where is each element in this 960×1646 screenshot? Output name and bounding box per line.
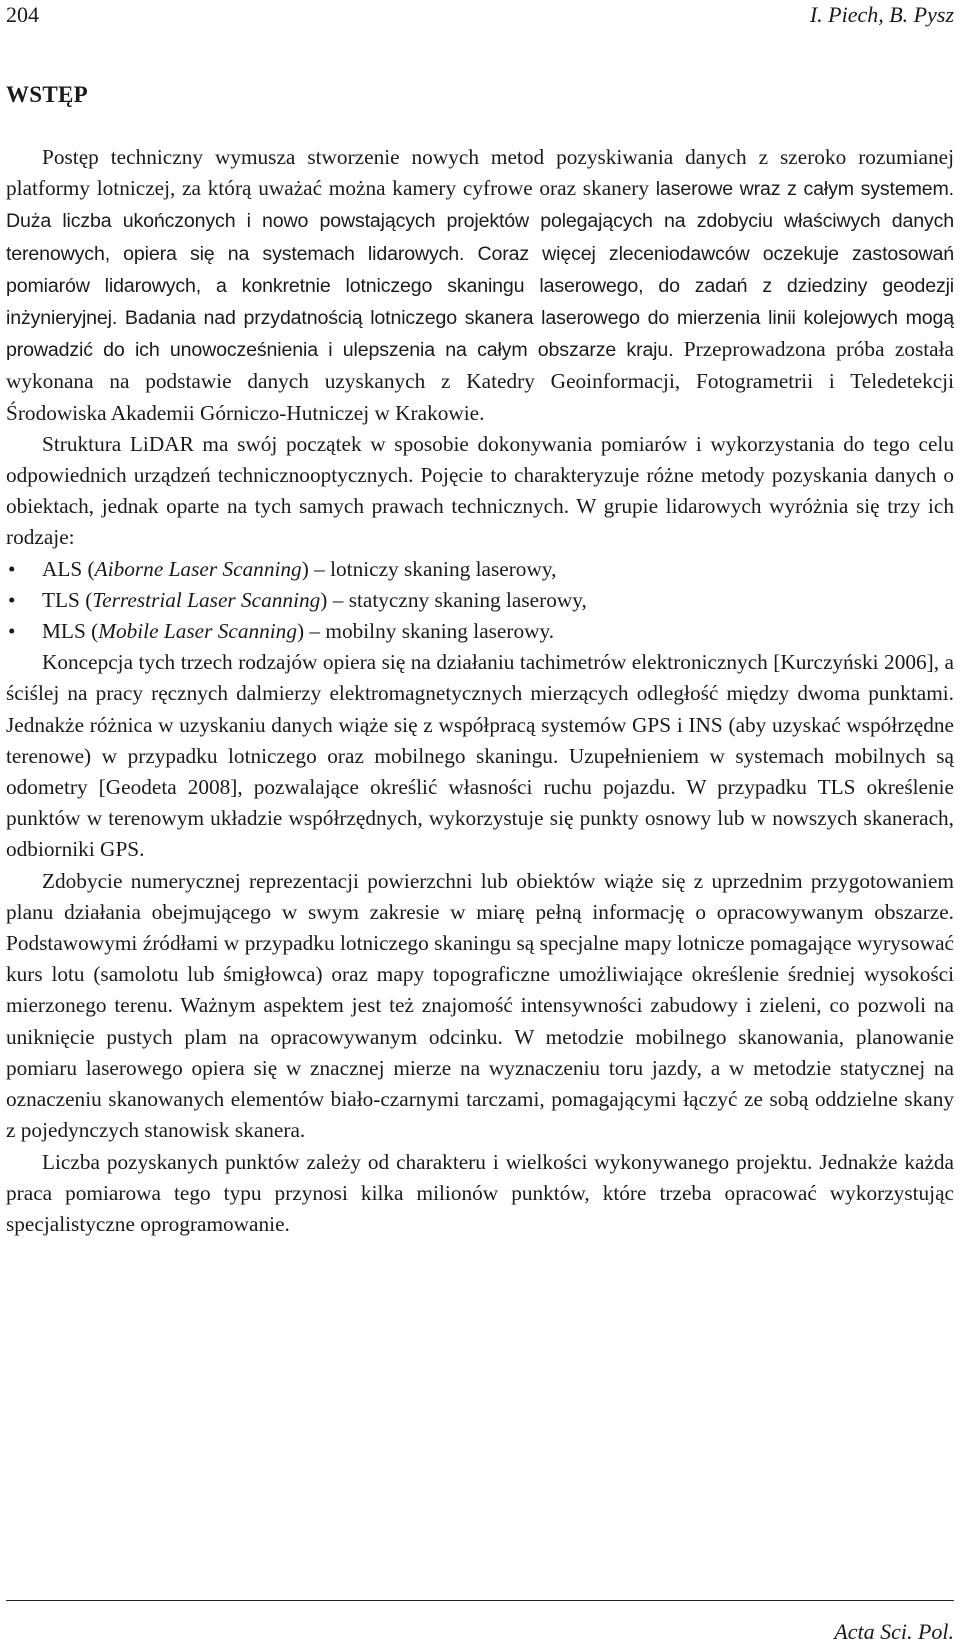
paragraph-intro — [6, 142, 954, 429]
paren-open: ( — [82, 556, 95, 581]
journal-page — [6, 0, 954, 1646]
list-item-als — [6, 554, 954, 585]
paren-close: ) — [301, 556, 315, 581]
paren-close: ) — [320, 587, 333, 612]
lidar-full-name: Aiborne Laser Scanning — [94, 556, 302, 581]
lidar-abbr: ALS — [42, 556, 83, 581]
paren-open: ( — [79, 587, 93, 612]
lidar-abbr: TLS — [42, 587, 80, 612]
paren-open: ( — [85, 619, 99, 644]
lidar-description: – mobilny skaning laserowy. — [309, 619, 555, 644]
bullet-glyph: • — [8, 556, 16, 581]
paragraph-concept: Koncepcja tych trzech rodzajów opiera się na działaniu tachimetrów elektronicznych [Kurczyński 2006], a ściślej na pracy ręcznych dalmierzy elektromagnetycznych mierzących odległość między dwoma punktami. Jednakże różnica w uzyskaniu danych wiąże się z współpracą systemów GPS i INS (aby uzyskać współrzędne terenowe) w przypadku lotniczego oraz mobilnego skaningu. Uzupełnieniem w systemach mobilnych są odometry [Geodeta 2008], pozwalające określić własności ruchu pojazdu. W przypadku TLS określenie punktów w terenowym układzie współrzędnych, wykorzystuje się punkty osnowy lub w nowszych skanerach, odbiorniki GPS. — [6, 650, 954, 862]
bullet-glyph: • — [8, 619, 16, 644]
running-head — [6, 2, 954, 32]
lidar-abbr: MLS — [42, 619, 86, 644]
section-heading: WSTĘP — [6, 82, 89, 107]
paragraph-intro-tail: Przeprowadzona próba została wykonana na podstawie danych uzyskanych z Katedry Geoinformacji, Fotogrametrii i Teledetekcji Środowiska Akademii Górniczo-Hutniczej w Krakowie. — [6, 337, 954, 425]
journal-name: Acta Sci. Pol. — [834, 1619, 954, 1644]
lidar-types-list — [6, 554, 954, 648]
running-head-authors: I. Piech, B. Pysz — [809, 2, 954, 27]
lidar-full-name: Terrestrial Laser Scanning — [92, 587, 321, 612]
paren-close: ) — [296, 619, 310, 644]
footer-rule — [6, 1600, 954, 1601]
bullet-glyph: • — [8, 587, 16, 612]
lidar-description: – statyczny skaning laserowy, — [332, 587, 587, 612]
paragraph-point-count: Liczba pozyskanych punktów zależy od charakteru i wielkości wykonywanego projektu. Jednakże każda praca pomiarowa tego typu przynosi kilka milionów punktów, które trzeba opracować wykorzystując specjalistyczne oprogramowanie. — [6, 1149, 954, 1236]
lidar-full-name: Mobile Laser Scanning — [98, 619, 297, 644]
paragraph-planning: Zdobycie numerycznej reprezentacji powierzchni lub obiektów wiąże się z uprzednim przygotowaniem planu działania obejmującego w swym zakresie w miarę pełną informację o opracowywanym obszarze. Podstawowymi źródłami w przypadku lotniczego skaningu są specjalne mapy lotnicze pomagające wyrysować kurs lotu (samolotu lub śmigłowca) oraz mapy topograficzne umożliwiające określenie średniej wysokości mierzonego terenu. Ważnym aspektem jest też znajomość intensywności zabudowy i zieleni, co pozwoli na uniknięcie pustych plam na opracowywanym odcinku. W metodzie mobilnego skanowania, planowanie pomiaru laserowego opiera się w znacznej mierze na wyznaczeniu toru jazdy, a w metodzie statycznej na oznaczeniu skanowanych elementów biało-czarnymi tarczami, pomagającymi łączyć ze sobą oddzielne skany z pojedynczych stanowisk skanera. — [6, 868, 954, 1143]
paragraph-intro-serif: Postęp techniczny wymusza stworzenie nowych metod pozyskiwania danych z szeroko rozumianej platformy lotniczej, za którą uważać można kamery cyfrowe oraz skanery — [6, 145, 954, 201]
paragraph-lidar-structure: Struktura LiDAR ma swój początek w sposobie dokonywania pomiarów i wykorzystania do tego celu odpowiednich urządzeń technicznooptycznych. Pojęcie to charakteryzuje różne metody pozyskania danych o obiektach, jednak oparte na tych samych prawach technicznych. W grupie lidarowych wyróżnia się trzy ich rodzaje: — [6, 431, 954, 550]
list-item-mls — [6, 616, 954, 647]
list-item-tls — [6, 585, 954, 616]
page-number: 204 — [6, 2, 39, 27]
lidar-description: – lotniczy skaning laserowy, — [314, 556, 557, 581]
paragraph-intro-sans: laserowe wraz z całym systemem. Duża liczba ukończonych i nowo powstających projektów polegających na zdobyciu właściwych danych terenowych, opiera się na systemach lidarowych. Coraz więcej zleceniodawców oczekuje zastosowań pomiarów lidarowych, a konkretnie lotniczego skaningu laserowego, do zadań z dziedziny geodezji inżynieryjnej. Badania nad przydatnością lotniczego skanera laserowego do mierzenia linii kolejowych mogą prowadzić do ich unowocześnienia i ulepszenia na całym obszarze kraju. — [6, 178, 954, 362]
section-body — [6, 142, 954, 1240]
